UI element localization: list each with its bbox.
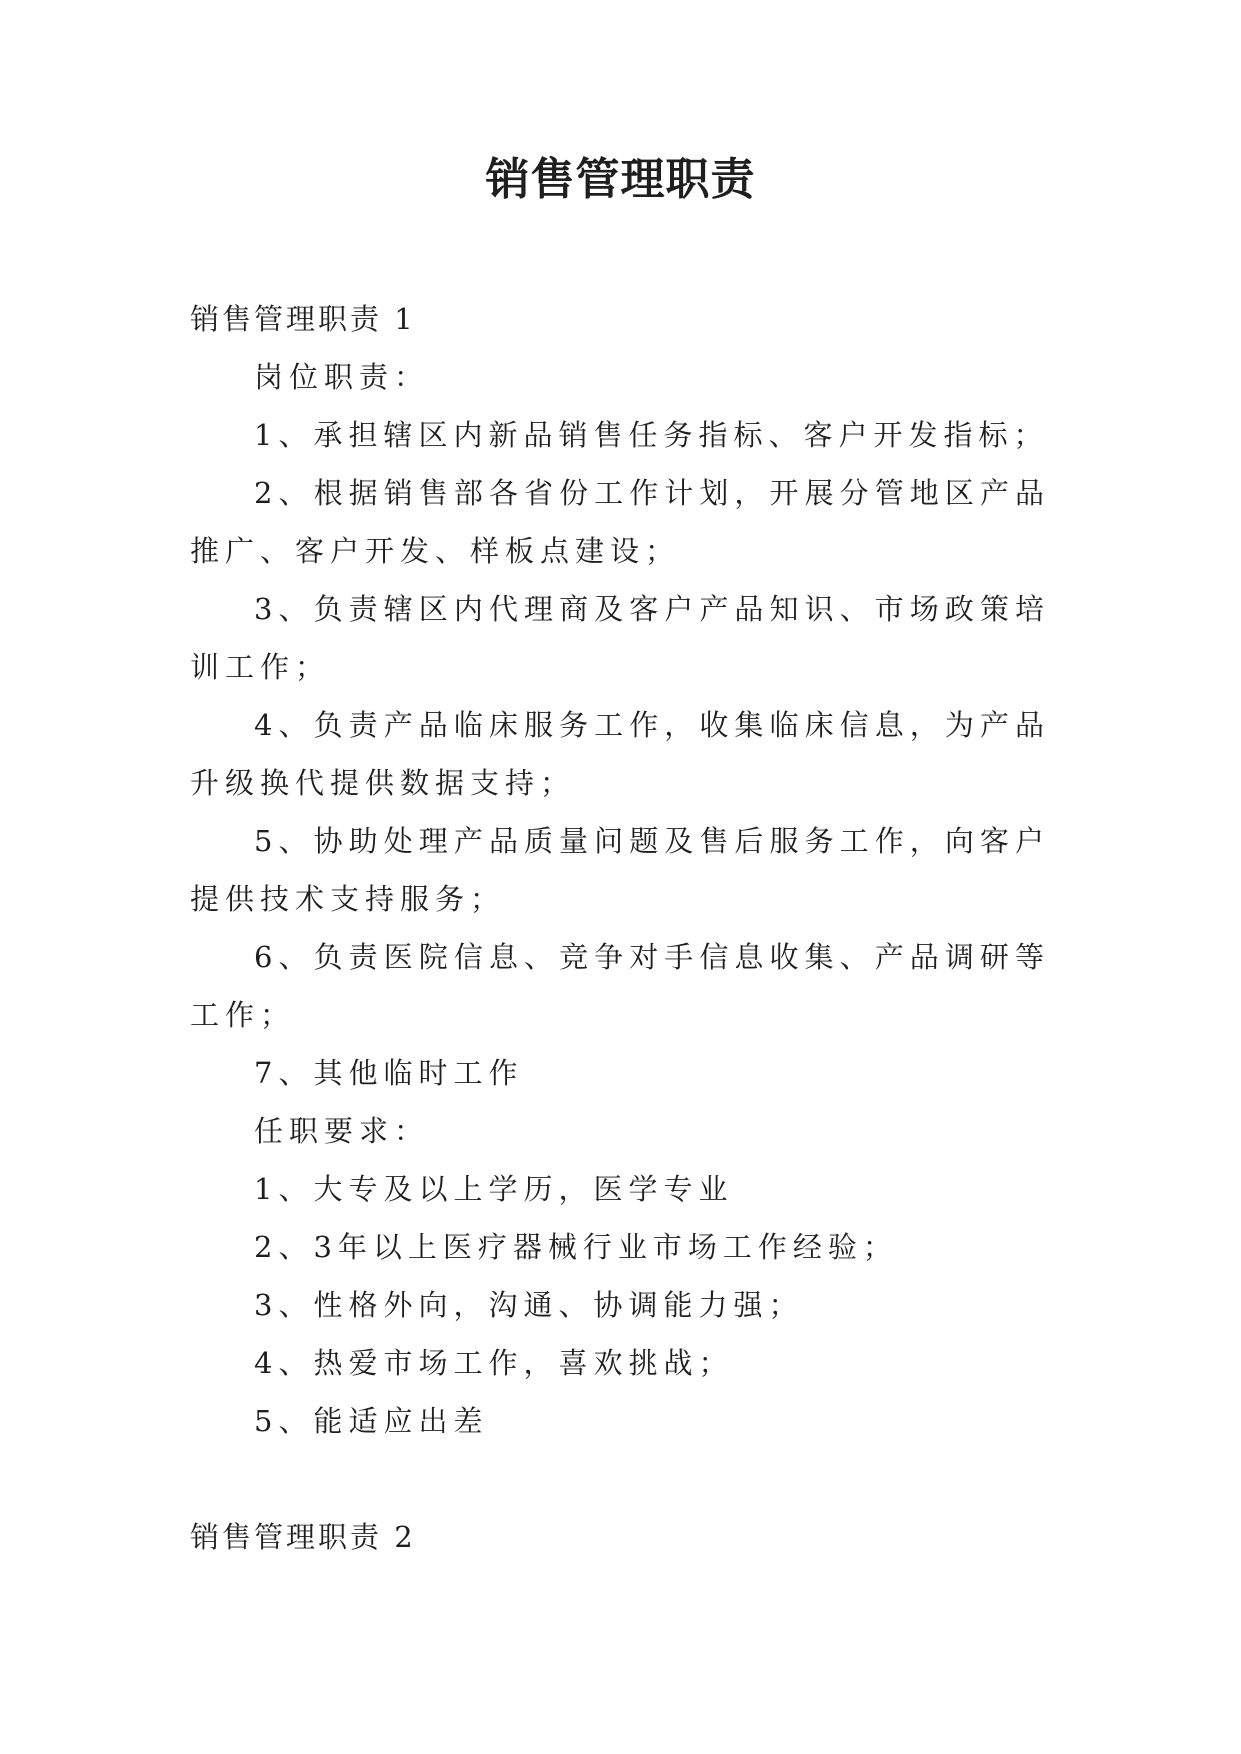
document-body	[190, 290, 1050, 1566]
section-spacer	[190, 1450, 1050, 1508]
paragraph-job-duties-label: 岗位职责：	[254, 360, 430, 394]
paragraph-duty-4: 4、负责产品临床服务工作，收集临床信息，为产品升级换代提供数据支持；	[190, 708, 1050, 800]
paragraph-duty-5: 5、协助处理产品质量问题及售后服务工作，向客户提供技术支持服务；	[190, 824, 1050, 916]
paragraph-requirement-4: 4、热爱市场工作，喜欢挑战；	[254, 1346, 734, 1380]
paragraph-duty-6: 6、负责医院信息、竞争对手信息收集、产品调研等工作；	[190, 940, 1050, 1032]
section-heading-1: 销售管理职责 1	[190, 302, 416, 336]
paragraph-requirements-label: 任职要求：	[254, 1114, 430, 1148]
paragraph-requirement-3: 3、性格外向，沟通、协调能力强；	[254, 1288, 804, 1322]
paragraph-requirement-2: 2、3年以上医疗器械行业市场工作经验；	[254, 1230, 898, 1264]
paragraph-duty-2: 2、根据销售部各省份工作计划，开展分管地区产品推广、客户开发、样板点建设；	[190, 476, 1050, 568]
document-title: 销售管理职责	[485, 154, 756, 205]
section-heading-2: 销售管理职责 2	[190, 1520, 416, 1554]
paragraph-duty-1: 1、承担辖区内新品销售任务指标、客户开发指标；	[254, 418, 1049, 452]
paragraph-duty-3: 3、负责辖区内代理商及客户产品知识、市场政策培训工作；	[190, 592, 1050, 684]
paragraph-requirement-1: 1、大专及以上学历，医学专业	[254, 1172, 734, 1206]
paragraph-requirement-5: 5、能适应出差	[254, 1404, 489, 1438]
paragraph-duty-7: 7、其他临时工作	[254, 1056, 524, 1090]
